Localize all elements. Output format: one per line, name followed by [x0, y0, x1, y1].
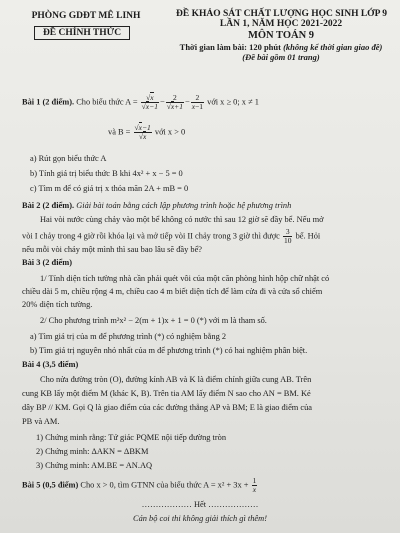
- frac-bai2: [283, 228, 293, 245]
- frac-bai5: [252, 477, 258, 494]
- frac-a2: $\frac{2}{√x+1}$: [166, 93, 183, 111]
- bai1-a-cond: với x ≥ 0; x ≠ 1: [207, 97, 259, 107]
- header-right: [176, 9, 386, 62]
- bai3-p1-2: chiều dài 5 m, chiều rộng 4 m, chiều cao 4 m biết diện tích để làm cửa đi và cửa sổ chiếm: [22, 287, 323, 296]
- bai1-intro: Cho biểu thức A =: [76, 97, 138, 107]
- frac-b: $\frac{√x-1}{√x}$: [134, 123, 151, 141]
- frac-a3: $\frac{2}{x-1}$: [191, 93, 204, 111]
- bai4-q2: 2) Chứng minh: ΔAKN = ΔBKM: [36, 447, 149, 456]
- bai2-text2b: bể. Hỏi: [295, 231, 321, 241]
- bai4-q3: 3) Chứng minh: AM.BE = AN.AQ: [36, 461, 153, 470]
- bai1-title: Bài 1 (2 điểm).: [22, 97, 75, 107]
- pages-note: (Đề bài gồm 01 trang): [242, 52, 320, 62]
- frac-bai5-den: x: [252, 485, 257, 494]
- frac-a1: $\frac{√x}{√x-1}$: [141, 93, 158, 111]
- bai4-t4: PB và AM.: [22, 417, 60, 426]
- bai1-a: a) Rút gọn biểu thức A: [30, 154, 107, 163]
- bai2-text2a: vòi I chảy trong 4 giờ rồi khóa lại và mở tiếp vòi II chảy trong 3 giờ thì được: [22, 231, 280, 241]
- bai4-t2: cung KB lấy một điểm M (khác K, B). Trên tia AM lấy điểm N sao cho AN = BM. Kẻ: [22, 389, 311, 398]
- exam-title: ĐỀ KHẢO SÁT CHẤT LƯỢNG HỌC SINH LỚP 9: [176, 9, 387, 19]
- round-year: LẦN 1, NĂM HỌC 2021-2022: [219, 19, 343, 29]
- bai1-b: b) Tính giá trị biểu thức B khi 4x² + x − 5 = 0: [30, 169, 183, 178]
- bai4-t3: dây BP // KM. Gọi Q là giao điểm của các đường thẳng AP và BM; E là giao điểm của: [22, 403, 313, 412]
- frac-bai2-den: 10: [283, 236, 292, 245]
- bai2-title: Bài 2 (2 điểm).: [22, 201, 75, 210]
- bai4-t1: Cho nửa đường tròn (O), đường kính AB và K là điểm chính giữa cung AB. Trên: [40, 375, 312, 384]
- bai5-line: [22, 477, 387, 494]
- bai2-subtitle: Giải bài toán bằng cách lập phương trình hoặc hệ phương trình: [76, 201, 292, 210]
- subject: MÔN TOÁN 9: [247, 30, 315, 41]
- exam-time: [176, 42, 386, 52]
- proctor-note: Cán bộ coi thi không giải thích gì thêm!: [133, 514, 267, 523]
- end-marker: ……………… Hết ………………: [141, 500, 259, 509]
- bai1-b-expr: và B =: [108, 127, 131, 137]
- bai1-c: c) Tìm m để có giá trị x thỏa mãn 2A + mB = 0: [30, 184, 189, 193]
- bai4-q1: 1) Chứng minh rằng: Tứ giác PQME nội tiếp đường tròn: [36, 433, 227, 442]
- bai3-p2: 2/ Cho phương trình m²x² − 2(m + 1)x + 1 = 0 (*) với m là tham số.: [40, 316, 267, 325]
- bai5-title: Bài 5 (0,5 điểm): [22, 480, 79, 490]
- bai1-b-line: [108, 124, 358, 141]
- header-left: [28, 11, 144, 40]
- bai2-text3: nếu mỗi vòi chảy một mình thì sau bao lâu sẽ đầy bể?: [22, 245, 203, 254]
- official-stamp: ĐỀ CHÍNH THỨC: [34, 26, 130, 40]
- bai4-title: Bài 4 (3,5 điểm): [22, 360, 79, 369]
- bai2-text1: Hai vòi nước cùng chảy vào một bể không có nước thì sau 12 giờ sẽ đầy bể. Nếu mở: [40, 215, 324, 224]
- department-name: PHÒNG GDĐT MÊ LINH: [31, 11, 141, 21]
- bai3-p1-3: 20% diện tích tường.: [22, 300, 93, 309]
- bai3-title: Bài 3 (2 điểm): [22, 258, 73, 267]
- bai3-b: b) Tìm giá trị nguyên nhỏ nhất của m để phương trình (*) có hai nghiệm phân biệt.: [30, 346, 308, 355]
- bai2-heading: [22, 200, 387, 211]
- time-label: Thời gian làm bài: 120 phút: [179, 42, 281, 52]
- bai1-line: Bài 1 (2 điểm). Cho biểu thức A = $\frac{√x}{√x-1}$ − $\frac{2}{√x+1}$ − $\frac{2}{x-1}$ với x ≥ 0; x ≠ 1: [22, 93, 259, 111]
- bai5-text: Cho x > 0, tìm GTNN của biểu thức A = x² + 3x +: [80, 480, 249, 490]
- bai1-b-cond: với x > 0: [154, 127, 186, 137]
- bai2-text2: [22, 228, 387, 245]
- bai3-p1-1: 1/ Tính diện tích tường nhà cần phải quét vôi của một căn phòng hình hộp chữ nhật có: [40, 274, 330, 283]
- time-note: (không kể thời gian giao đề): [283, 42, 383, 52]
- bai3-a: a) Tìm giá trị của m để phương trình (*) có nghiệm bằng 2: [30, 332, 227, 341]
- frac-bai5-num: 1: [252, 476, 257, 485]
- frac-bai2-num: 3: [283, 228, 293, 237]
